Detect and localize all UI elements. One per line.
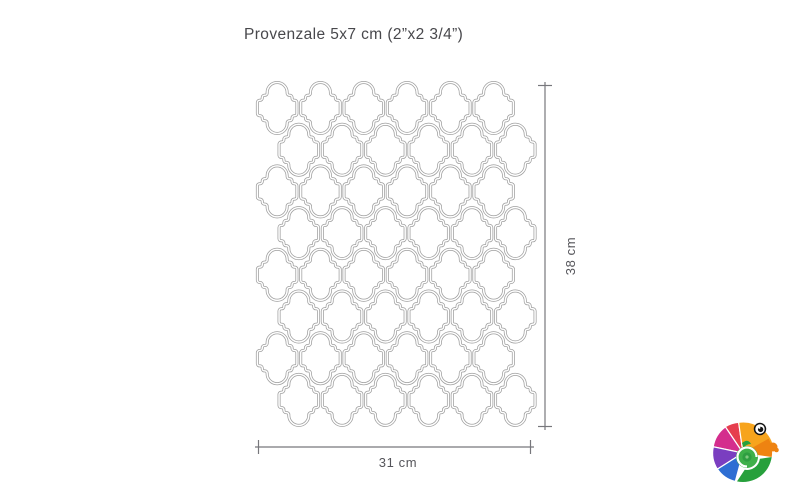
chameleon-snout-tip <box>774 448 779 453</box>
width-dimension-label: 31 cm <box>378 455 418 470</box>
chameleon-eye <box>754 423 766 435</box>
height-dimension-label: 38 cm <box>563 236 578 276</box>
tile-grid <box>257 83 535 426</box>
chameleon-body <box>713 422 779 482</box>
product-title: Provenzale 5x7 cm (2”x2 3/4”) <box>244 26 464 43</box>
tail-spiral-core-dot <box>745 455 748 458</box>
chameleon-logo <box>706 413 784 495</box>
eye-highlight <box>758 427 760 429</box>
